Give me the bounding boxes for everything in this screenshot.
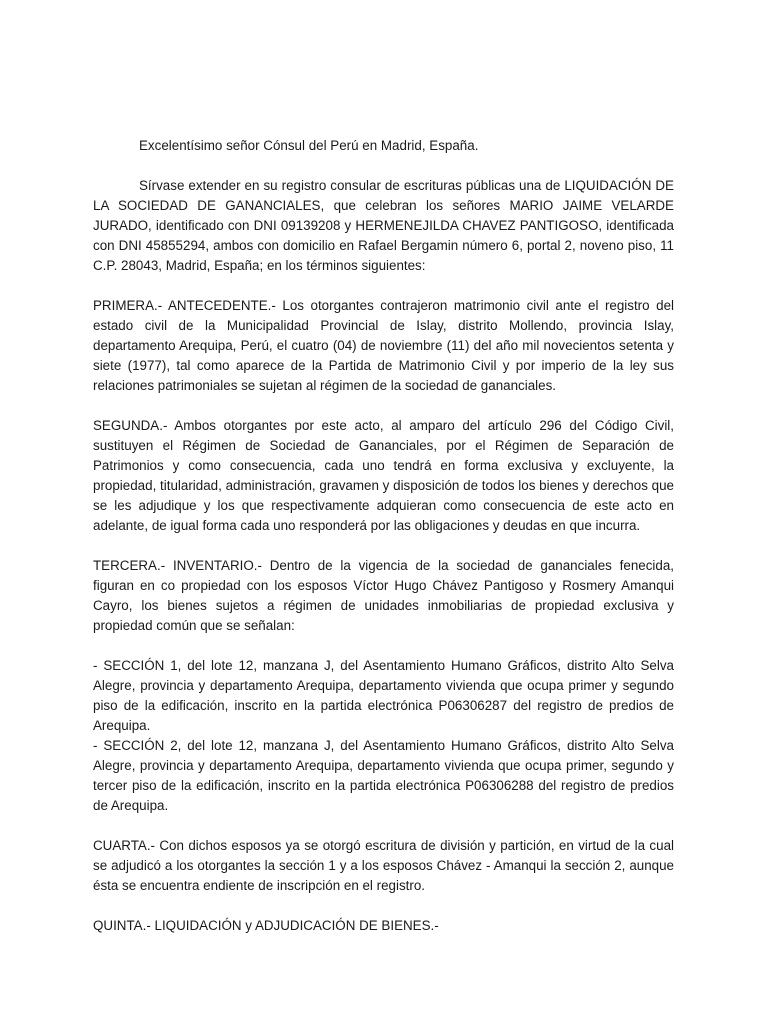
- clause-tercera: TERCERA.- INVENTARIO.- Dentro de la vigencia de la sociedad de gananciales fenecida, figuran en co propiedad con los esposos Víctor Hugo Chávez Pantigoso y Rosmery Amanqui Cayro, los bienes sujetos a régimen de unidades inmobiliarias de propiedad exclusiva y propiedad común que se señalan:: [93, 558, 674, 633]
- document-page: [93, 136, 674, 956]
- item-seccion-1: - SECCIÓN 1, del lote 12, manzana J, del Asentamiento Humano Gráficos, distrito Alto Selva Alegre, provincia y departamento Arequipa, departamento vivienda que ocupa primer y segundo piso de la edificación, inscrito en la partida electrónica P06306287 del registro de predios de Arequipa.: [93, 658, 674, 733]
- item-seccion-2: - SECCIÓN 2, del lote 12, manzana J, del Asentamiento Humano Gráficos, distrito Alto Selva Alegre, provincia y departamento Arequipa, departamento vivienda que ocupa primer, segundo y tercer piso de la edificación, inscrito en la partida electrónica P06306288 del registro de predios de Arequipa.: [93, 738, 674, 813]
- clause-cuarta: CUARTA.- Con dichos esposos ya se otorgó escritura de división y partición, en virtud de la cual se adjudicó a los otorgantes la sección 1 y a los esposos Chávez - Amanqui la sección 2, aunque ésta se encuentra endiente de inscripción en el registro.: [93, 838, 674, 893]
- clause-primera: PRIMERA.- ANTECEDENTE.- Los otorgantes contrajeron matrimonio civil ante el registro del estado civil de la Municipalidad Provincial de Islay, distrito Mollendo, provincia Islay, departamento Arequipa, Perú, el cuatro (04) de noviembre (11) del año mil novecientos setenta y siete (1977), tal como aparece de la Partida de Matrimonio Civil y por imperio de la ley sus relaciones patrimoniales se sujetan al régimen de la sociedad de gananciales.: [93, 298, 674, 393]
- clause-quinta: QUINTA.- LIQUIDACIÓN y ADJUDICACIÓN DE BIENES.-: [93, 918, 439, 933]
- salutation-line: Excelentísimo señor Cónsul del Perú en Madrid, España.: [139, 138, 479, 153]
- clause-segunda: SEGUNDA.- Ambos otorgantes por este acto, al amparo del artículo 296 del Código Civil, sustituyen el Régimen de Sociedad de Gananciales, por el Régimen de Separación de Patrimonios y como consecuencia, cada uno tendrá en forma exclusiva y excluyente, la propiedad, titularidad, administración, gravamen y disposición de todos los bienes y derechos que se les adjudique y los que respectivamente adquieran como consecuencia de este acto en adelante, de igual forma cada uno responderá por las obligaciones y deudas en que incurra.: [93, 418, 674, 533]
- intro-paragraph: Sírvase extender en su registro consular de escrituras públicas una de LIQUIDACIÓN DE LA SOCIEDAD DE GANANCIALES, que celebran los señores MARIO JAIME VELARDE JURADO, identificado con DNI 09139208 y HERMENEJILDA CHAVEZ PANTIGOSO, identificada con DNI 45855294, ambos con domicilio en Rafael Bergamin número 6, portal 2, noveno piso, 11 C.P. 28043, Madrid, España; en los términos siguientes:: [93, 178, 674, 273]
